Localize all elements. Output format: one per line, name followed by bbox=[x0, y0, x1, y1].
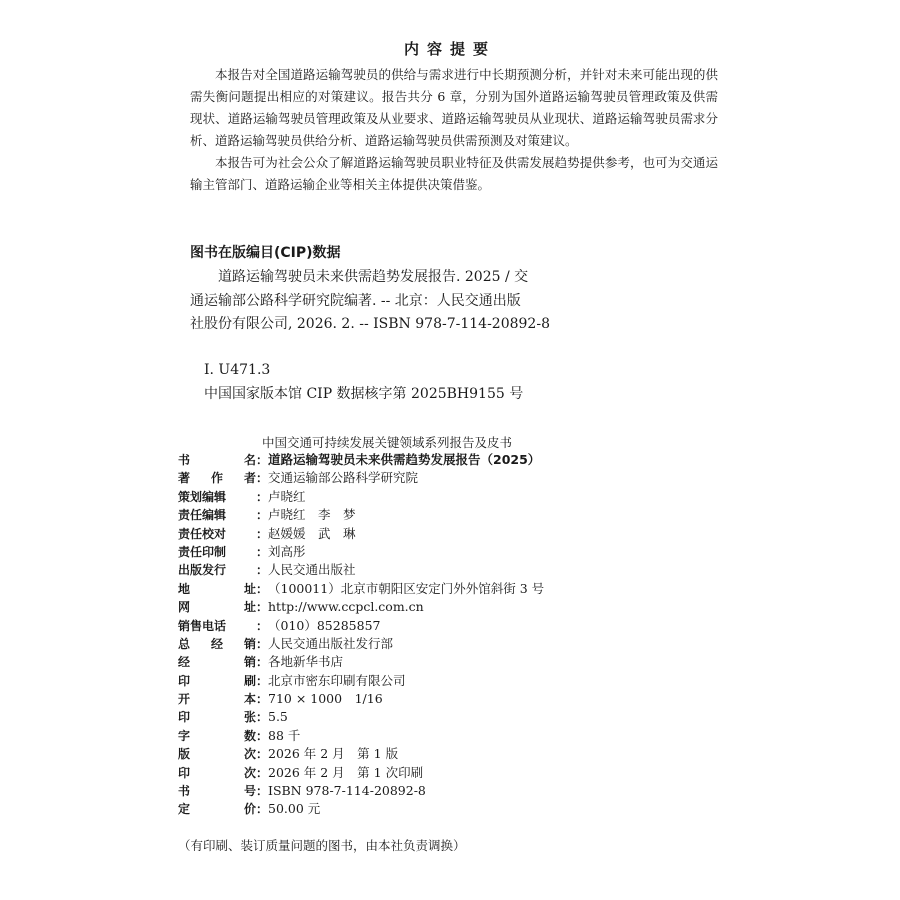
cip-title: 图书在版编目(CIP)数据 bbox=[190, 245, 341, 261]
cip-line: 通运输部公路科学研究院编著. -- 北京：人民交通出版 bbox=[190, 292, 521, 309]
summary-title: 内容提要 bbox=[403, 40, 496, 58]
colophon-label: 经 销 bbox=[178, 655, 256, 670]
price-value: 50.00 元 bbox=[268, 801, 321, 817]
colophon-label: 字 数 bbox=[178, 728, 256, 743]
colophon-value: 卢晓红 bbox=[268, 488, 306, 504]
colophon-value: 88 千 bbox=[268, 727, 301, 743]
colophon-row: 出版发行 ： 人民交通出版社 bbox=[178, 561, 738, 579]
colophon-value: 北京市密东印刷有限公司 bbox=[268, 672, 406, 688]
colophon-label: 印 次 bbox=[178, 765, 256, 780]
colophon-value: 交通运输部公路科学研究院 bbox=[268, 470, 419, 486]
colophon-label: 书 号 bbox=[178, 784, 256, 799]
colophon-label: 责任校对 bbox=[178, 526, 227, 541]
quality-note: （有印刷、装订质量问题的图书，由本社负责调换） bbox=[178, 838, 466, 853]
cip-section bbox=[190, 242, 590, 402]
summary-paragraph: 本报告可为社会公众了解道路运输驾驶员职业特征及供需发展趋势提供参考，也可为交通运输主管部门、道路运输企业等相关主体提供决策借鉴。 bbox=[190, 155, 718, 192]
colophon-row: 开 本 ： 710 × 1000 1/16 bbox=[178, 690, 738, 708]
colophon-value: 赵媛媛 武 琳 bbox=[268, 525, 356, 541]
cip-line: 道路运输驾驶员未来供需趋势发展报告. 2025 / 交 bbox=[218, 269, 529, 285]
colophon-row: 印 刷 ： 北京市密东印刷有限公司 bbox=[178, 672, 738, 690]
colophon-row: 经 销 ： 各地新华书店 bbox=[178, 653, 738, 671]
colophon-row-author: 著 作 者 ： 交通运输部公路科学研究院 bbox=[178, 469, 738, 487]
colophon-value: 人民交通出版社 bbox=[268, 562, 356, 578]
colophon-label: 印 刷 bbox=[178, 673, 256, 688]
cip-record-number: 中国国家版本馆 CIP 数据核字第 2025BH9155 号 bbox=[204, 386, 524, 402]
colophon-table bbox=[178, 451, 738, 819]
colophon-value: 710 × 1000 1/16 bbox=[268, 691, 383, 707]
summary-section bbox=[190, 64, 718, 196]
summary-paragraph: 本报告对全国道路运输驾驶员的供给与需求进行中长期预测分析，并针对未来可能出现的供需失衡问题提出相应的对策建议。报告共分 6 章，分别为国外道路运输驾驶员管理政策及供需现状、道路运输驾驶员管理政策及从业要求、道路运输驾驶员从业现状、道路运输驾驶员需求分析、道路运输驾驶员供给分析、道路运输驾驶员供需预测及对策建议。 bbox=[190, 67, 718, 148]
colophon-label: 网 址 bbox=[178, 600, 256, 615]
colophon-row: 版 次 ： 2026 年 2 月 第 1 版 bbox=[178, 745, 738, 763]
colophon-label: 著 作 者 bbox=[178, 471, 256, 486]
colophon-value: 刘高彤 bbox=[268, 543, 306, 559]
colophon-label: 地 址 bbox=[178, 581, 256, 596]
colophon-label: 定 价 bbox=[178, 802, 256, 817]
cip-body bbox=[190, 266, 560, 402]
colophon-label: 策划编辑 bbox=[178, 489, 227, 504]
colophon-label: 责任编辑 bbox=[178, 508, 227, 523]
isbn-value: ISBN 978-7-114-20892-8 bbox=[268, 783, 426, 799]
website-url: http://www.ccpcl.com.cn bbox=[268, 599, 424, 615]
colophon-row: 销售电话 ： （010）85285857 bbox=[178, 617, 738, 635]
colophon-row: 印 张 ： 5.5 bbox=[178, 708, 738, 726]
colophon-label: 开 本 bbox=[178, 692, 256, 707]
colophon-label: 责任印制 bbox=[178, 544, 227, 559]
colophon-row: 责任印制 ： 刘高彤 bbox=[178, 543, 738, 561]
colophon-row: 总 经 销 ： 人民交通出版社发行部 bbox=[178, 635, 738, 653]
cip-line: 社股份有限公司, 2026. 2. -- ISBN 978-7-114-20892-8 bbox=[190, 316, 550, 332]
colophon-label: 印 张 bbox=[178, 710, 256, 725]
colophon-row: 地 址 ： （100011）北京市朝阳区安定门外外馆斜街 3 号 bbox=[178, 580, 738, 598]
colophon-value: 5.5 bbox=[268, 709, 288, 725]
colophon-value: 卢晓红 李 梦 bbox=[268, 507, 356, 523]
colophon-row: 责任校对 ： 赵媛媛 武 琳 bbox=[178, 525, 738, 543]
book-title: 道路运输驾驶员未来供需趋势发展报告（2025） bbox=[268, 452, 541, 467]
colophon-row: 印 次 ： 2026 年 2 月 第 1 次印刷 bbox=[178, 764, 738, 782]
colophon-value: 2026 年 2 月 第 1 次印刷 bbox=[268, 764, 424, 780]
colophon-label: 总 经 销 bbox=[178, 636, 256, 651]
colophon-label: 版 次 bbox=[178, 747, 256, 762]
colophon-label: 销售电话 bbox=[178, 618, 227, 633]
colophon-row: 定 价 ： 50.00 元 bbox=[178, 800, 738, 818]
colophon-label: 出版发行 bbox=[178, 563, 227, 578]
colophon-value: 各地新华书店 bbox=[268, 654, 344, 670]
colophon-row: 网 址 ： http://www.ccpcl.com.cn bbox=[178, 598, 738, 616]
colophon-value: （100011）北京市朝阳区安定门外外馆斜街 3 号 bbox=[268, 580, 545, 596]
colophon-label: 书 名 bbox=[178, 453, 256, 467]
colophon-value: （010）85285857 bbox=[268, 617, 381, 633]
cip-classification: Ⅰ. U471.3 bbox=[204, 362, 271, 378]
series-name: 中国交通可持续发展关键领域系列报告及皮书 bbox=[262, 435, 513, 450]
colophon-row: 书 号 ： ISBN 978-7-114-20892-8 bbox=[178, 782, 738, 800]
colophon-row: 责任编辑 ： 卢晓红 李 梦 bbox=[178, 506, 738, 524]
colophon-row-title: 书 名 ： 道路运输驾驶员未来供需趋势发展报告（2025） bbox=[178, 451, 738, 469]
colophon-value: 人民交通出版社发行部 bbox=[268, 635, 394, 651]
colophon-row: 策划编辑 ： 卢晓红 bbox=[178, 488, 738, 506]
colophon-row: 字 数 ： 88 千 bbox=[178, 727, 738, 745]
colophon-value: 2026 年 2 月 第 1 版 bbox=[268, 746, 399, 762]
